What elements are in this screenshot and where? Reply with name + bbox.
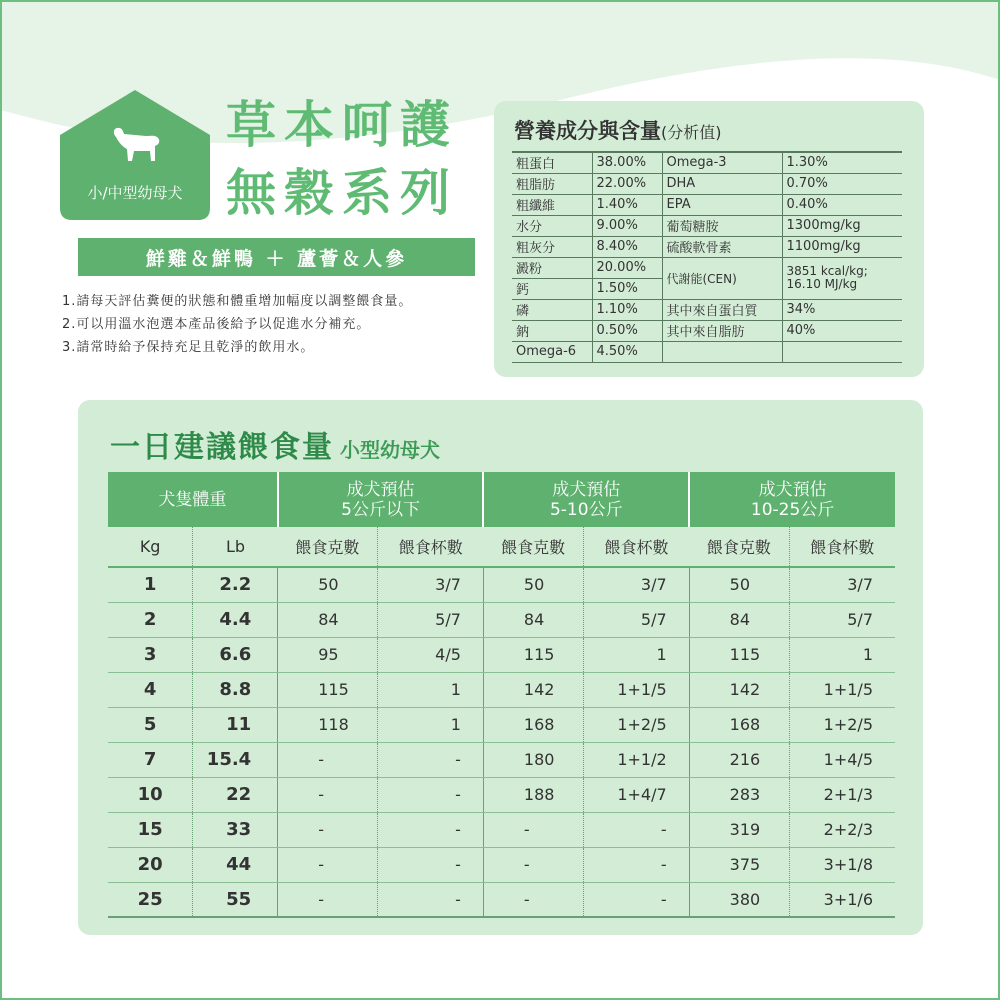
- table-cell: 115: [483, 637, 583, 672]
- nutrient-label: Omega-6: [512, 341, 592, 362]
- feeding-group-header-row: [108, 472, 895, 527]
- feeding-notes: [62, 290, 412, 359]
- table-cell: -: [278, 882, 378, 917]
- nutrition-row: [512, 341, 902, 362]
- table-cell: -: [483, 847, 583, 882]
- nutrient-label: 澱粉: [512, 257, 592, 278]
- table-row: [108, 847, 895, 882]
- table-cell: 25: [108, 882, 193, 917]
- table-cell: 188: [483, 777, 583, 812]
- nutrient-label: 粗纖維: [512, 194, 592, 215]
- table-cell: 15: [108, 812, 193, 847]
- nutrition-row: [512, 194, 902, 215]
- table-cell: 1+2/5: [583, 707, 689, 742]
- group-header-line: 成犬預估: [346, 479, 415, 500]
- column-header: 餵食杯數: [378, 527, 484, 567]
- nutrient-label-empty: [662, 341, 782, 362]
- feeding-table: [108, 472, 895, 918]
- nutrient-value: 0.40%: [782, 194, 902, 215]
- column-header: Kg: [108, 527, 193, 567]
- table-cell: 3/7: [583, 567, 689, 602]
- note-item: 3.請常時給予保持充足且乾淨的飲用水。: [62, 340, 315, 355]
- column-header: 餵食克數: [689, 527, 789, 567]
- group-header-line: 5公斤以下: [341, 499, 420, 520]
- table-cell: 50: [483, 567, 583, 602]
- nutrient-value: 1.10%: [592, 299, 662, 320]
- table-cell: 22: [193, 777, 278, 812]
- table-cell: 115: [689, 637, 789, 672]
- nutrient-value: 1.40%: [592, 194, 662, 215]
- table-cell: 7: [108, 742, 193, 777]
- table-cell: 33: [193, 812, 278, 847]
- table-cell: -: [583, 812, 689, 847]
- nutrient-value: 1300mg/kg: [782, 215, 902, 236]
- table-cell: 142: [689, 672, 789, 707]
- nutrient-value: 1.30%: [782, 152, 902, 173]
- feeding-subtitle: 小型幼母犬: [340, 438, 440, 462]
- table-cell: 1: [583, 637, 689, 672]
- nutrition-panel: [494, 101, 924, 377]
- table-cell: 84: [278, 602, 378, 637]
- table-cell: 283: [689, 777, 789, 812]
- table-cell: -: [483, 882, 583, 917]
- nutrient-value: 38.00%: [592, 152, 662, 173]
- table-cell: -: [583, 847, 689, 882]
- table-cell: 5/7: [789, 602, 895, 637]
- title-line-1: 草本呵護: [226, 96, 458, 154]
- table-cell: 5/7: [378, 602, 484, 637]
- feeding-table-body: [108, 567, 895, 917]
- table-cell: -: [278, 847, 378, 882]
- table-cell: 10: [108, 777, 193, 812]
- feeding-panel: [78, 400, 923, 935]
- nutrient-label: 水分: [512, 215, 592, 236]
- table-cell: 1: [108, 567, 193, 602]
- table-cell: 50: [278, 567, 378, 602]
- table-row: [108, 567, 895, 602]
- cen-value-mj: 16.10 MJ/kg: [786, 277, 858, 291]
- nutrient-label: 粗蛋白: [512, 152, 592, 173]
- table-row: [108, 777, 895, 812]
- table-cell: 6.6: [193, 637, 278, 672]
- table-cell: 3/7: [378, 567, 484, 602]
- nutrition-row: [512, 152, 902, 173]
- table-cell: 3: [108, 637, 193, 672]
- table-row: [108, 602, 895, 637]
- nutrition-row: [512, 215, 902, 236]
- nutrient-label: EPA: [662, 194, 782, 215]
- table-cell: 1: [378, 672, 484, 707]
- table-cell: 55: [193, 882, 278, 917]
- table-cell: 1+1/5: [583, 672, 689, 707]
- group-header-line: 成犬預估: [552, 479, 621, 500]
- badge: [60, 90, 210, 220]
- nutrient-label: Omega-3: [662, 152, 782, 173]
- table-cell: 142: [483, 672, 583, 707]
- group-header-line: 成犬預估: [758, 479, 827, 500]
- table-row: [108, 637, 895, 672]
- group-header-line: 5-10公斤: [549, 499, 623, 520]
- table-cell: 3/7: [789, 567, 895, 602]
- column-header: 餵食杯數: [789, 527, 895, 567]
- nutrient-value: 9.00%: [592, 215, 662, 236]
- nutrition-row: [512, 299, 902, 320]
- note-item: 2.可以用溫水泡選本產品後給予以促進水分補充。: [62, 317, 371, 332]
- table-cell: 4/5: [378, 637, 484, 672]
- nutrient-label: DHA: [662, 173, 782, 194]
- cen-value-kcal: 3851 kcal/kg;: [786, 264, 868, 278]
- nutrient-label: 磷: [512, 299, 592, 320]
- group-header-under-5kg: [278, 472, 484, 527]
- nutrient-value: 4.50%: [592, 341, 662, 362]
- nutrient-label: 粗脂肪: [512, 173, 592, 194]
- table-cell: 4.4: [193, 602, 278, 637]
- table-cell: 319: [689, 812, 789, 847]
- nutrient-value: 0.70%: [782, 173, 902, 194]
- nutrient-label: 鈣: [512, 278, 592, 299]
- table-cell: 84: [483, 602, 583, 637]
- feeding-title: [110, 422, 440, 466]
- table-cell: -: [378, 882, 484, 917]
- table-cell: 2+1/3: [789, 777, 895, 812]
- table-cell: 95: [278, 637, 378, 672]
- nutrient-label: 硫酸軟骨素: [662, 236, 782, 257]
- nutrient-value: 1100mg/kg: [782, 236, 902, 257]
- note-item: 1.請每天評估糞便的狀態和體重增加幅度以調整餵食量。: [62, 294, 413, 309]
- group-header-5-10kg: [483, 472, 689, 527]
- group-header-10-25kg: [689, 472, 895, 527]
- nutrition-title: [514, 115, 722, 145]
- table-cell: 1: [378, 707, 484, 742]
- table-cell: 1: [789, 637, 895, 672]
- column-header: 餵食克數: [278, 527, 378, 567]
- table-row: [108, 707, 895, 742]
- table-cell: 2.2: [193, 567, 278, 602]
- table-cell: 5: [108, 707, 193, 742]
- table-cell: 8.8: [193, 672, 278, 707]
- table-cell: 3+1/8: [789, 847, 895, 882]
- table-cell: -: [278, 777, 378, 812]
- nutrition-title-text: 營養成分與含量: [514, 119, 661, 143]
- nutrient-value: 20.00%: [592, 257, 662, 278]
- table-cell: -: [583, 882, 689, 917]
- column-header: 餵食杯數: [583, 527, 689, 567]
- nutrient-value: 8.40%: [592, 236, 662, 257]
- nutrition-table: [512, 151, 902, 363]
- nutrient-value-empty: [782, 341, 902, 362]
- nutrition-row: [512, 320, 902, 341]
- group-header-weight: [108, 472, 278, 527]
- table-cell: 168: [689, 707, 789, 742]
- table-cell: 1+1/2: [583, 742, 689, 777]
- table-row: [108, 742, 895, 777]
- table-cell: 2: [108, 602, 193, 637]
- table-row: [108, 672, 895, 707]
- nutrient-value: 0.50%: [592, 320, 662, 341]
- table-cell: 115: [278, 672, 378, 707]
- cen-label: 代謝能(CEN): [662, 257, 782, 299]
- nutrient-value: 1.50%: [592, 278, 662, 299]
- feeding-title-text: 一日建議餵食量: [110, 430, 334, 465]
- nutrient-value: 22.00%: [592, 173, 662, 194]
- table-cell: -: [378, 847, 484, 882]
- table-cell: 2+2/3: [789, 812, 895, 847]
- table-cell: 20: [108, 847, 193, 882]
- column-header: 餵食克數: [483, 527, 583, 567]
- title-line-2: 無穀系列: [226, 164, 458, 222]
- nutrient-label: 鈉: [512, 320, 592, 341]
- table-cell: -: [378, 812, 484, 847]
- table-cell: 168: [483, 707, 583, 742]
- group-header-line: 10-25公斤: [750, 499, 835, 520]
- cen-value: [782, 257, 902, 299]
- table-cell: 380: [689, 882, 789, 917]
- table-cell: 1+2/5: [789, 707, 895, 742]
- nutrient-label: 粗灰分: [512, 236, 592, 257]
- table-cell: 44: [193, 847, 278, 882]
- nutrient-value: 40%: [782, 320, 902, 341]
- nutrient-label: 其中來自蛋白質: [662, 299, 782, 320]
- table-cell: 375: [689, 847, 789, 882]
- table-cell: -: [483, 812, 583, 847]
- nutrient-value: 34%: [782, 299, 902, 320]
- nutrition-title-note: (分析值): [661, 123, 722, 142]
- table-cell: 50: [689, 567, 789, 602]
- table-cell: 180: [483, 742, 583, 777]
- badge-label: 小/中型幼母犬: [87, 184, 183, 202]
- table-cell: 15.4: [193, 742, 278, 777]
- column-header: Lb: [193, 527, 278, 567]
- table-cell: -: [378, 777, 484, 812]
- nutrition-row: [512, 236, 902, 257]
- nutrient-label: 葡萄糖胺: [662, 215, 782, 236]
- table-cell: 1+4/5: [789, 742, 895, 777]
- table-cell: 216: [689, 742, 789, 777]
- table-row: [108, 812, 895, 847]
- table-cell: 84: [689, 602, 789, 637]
- dog-icon: [110, 125, 162, 165]
- feeding-subheader-row: [108, 527, 895, 567]
- table-cell: 118: [278, 707, 378, 742]
- nutrient-label: 其中來自脂肪: [662, 320, 782, 341]
- group-header-line: 犬隻體重: [158, 489, 227, 510]
- flavor-bar: 鮮雞＆鮮鴨 ＋ 蘆薈＆人參: [78, 238, 475, 276]
- table-cell: 11: [193, 707, 278, 742]
- table-cell: -: [378, 742, 484, 777]
- table-cell: -: [278, 812, 378, 847]
- table-cell: 1+4/7: [583, 777, 689, 812]
- table-cell: -: [278, 742, 378, 777]
- table-cell: 5/7: [583, 602, 689, 637]
- table-row: [108, 882, 895, 917]
- table-cell: 3+1/6: [789, 882, 895, 917]
- nutrition-row: [512, 173, 902, 194]
- table-cell: 4: [108, 672, 193, 707]
- table-cell: 1+1/5: [789, 672, 895, 707]
- nutrition-row: [512, 257, 902, 278]
